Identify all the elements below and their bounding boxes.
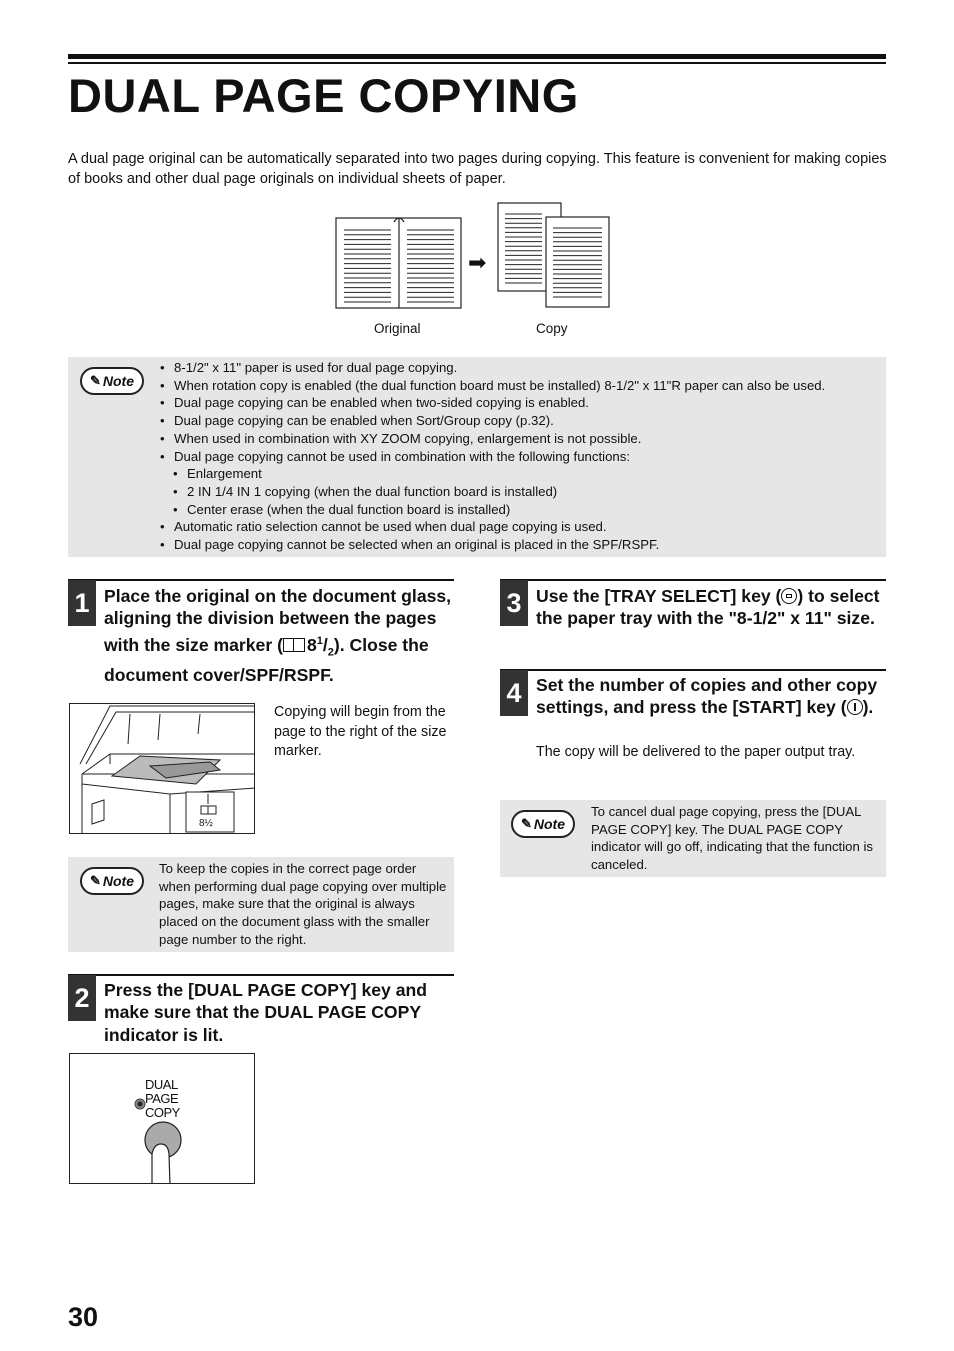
list-item: • Dual page copying can be enabled when two-sided copying is enabled. xyxy=(160,394,886,412)
note-left-text: To keep the copies in the correct page order when performing dual page copying over multiple pages, make sure that the original is always placed on the document glass with the smaller page number to the right. xyxy=(159,861,447,947)
document-glass-illustration xyxy=(69,703,255,834)
step-1-number: 1 xyxy=(68,580,96,626)
step-4-number: 4 xyxy=(500,670,528,716)
svg-text:PAGE: PAGE xyxy=(145,1091,179,1106)
list-subitem: • Enlargement xyxy=(160,465,886,483)
step-3-rule xyxy=(500,579,886,581)
copy-label: Copy xyxy=(536,321,568,336)
list-item: • When used in combination with XY ZOOM copying, enlargement is not possible. xyxy=(160,430,886,448)
list-item: • 8-1/2" x 11" paper is used for dual page copying. xyxy=(160,359,886,377)
note-badge-top: ✎ Note xyxy=(80,367,144,395)
note-badge-right: ✎ Note xyxy=(511,810,575,838)
step-2-number: 2 xyxy=(68,975,96,1021)
list-item: • Dual page copying can be enabled when Sort/Group copy (p.32). xyxy=(160,412,886,430)
pencil-note-icon: ✎ xyxy=(89,373,101,388)
step-4-body: The copy will be delivered to the paper output tray. xyxy=(536,744,856,760)
header-rule-thin xyxy=(68,62,886,64)
page-number: 30 xyxy=(68,1302,99,1332)
tray-select-key-icon xyxy=(781,588,797,604)
header-rule-thick xyxy=(68,54,886,59)
dual-page-figure xyxy=(330,200,620,315)
step-2-rule xyxy=(68,974,454,976)
intro-paragraph: A dual page original can be automatically separated into two pages during copying. This feature is convenient for making copies of books and other dual page originals on individual sheets of paper. xyxy=(68,151,887,187)
book-size-marker-icon xyxy=(283,638,305,652)
step-4-instruction: Set the number of copies and other copy settings, and press the [START] key ( ). xyxy=(536,675,878,718)
svg-text:DUAL: DUAL xyxy=(145,1077,178,1092)
step-1-instruction: Place the original on the document glass, aligning the division between the pages with the size marker ( $8^1/_2$). Close the document cover/SPF/RSPF. xyxy=(104,586,452,685)
svg-text:COPY: COPY xyxy=(145,1105,180,1120)
step-1-rule xyxy=(68,579,454,581)
pencil-note-icon: ✎ xyxy=(520,816,532,831)
note-right-text: To cancel dual page copying, press the [DUAL PAGE COPY] key. The DUAL PAGE COPY indicator will go off, indicating that the function is canceled. xyxy=(591,804,873,873)
note-badge-left: ✎ Note xyxy=(80,867,144,895)
note-top-list xyxy=(160,359,886,554)
list-subitem: • 2 IN 1/4 IN 1 copying (when the dual function board is installed) xyxy=(160,483,886,501)
original-label: Original xyxy=(374,321,421,336)
step-4-rule xyxy=(500,669,886,671)
start-key-icon xyxy=(847,699,863,715)
right-arrow-icon: ➡ xyxy=(468,251,487,276)
step-1-body: Copying will begin from the page to the right of the size marker. xyxy=(274,704,447,760)
list-subitem: • Center erase (when the dual function board is installed) xyxy=(160,501,886,519)
list-item: • When rotation copy is enabled (the dual function board must be installed) 8-1/2" x 11"R paper can also be used. xyxy=(160,377,886,395)
pencil-note-icon: ✎ xyxy=(89,873,101,888)
list-item: • Dual page copying cannot be used in combination with the following functions: xyxy=(160,448,886,466)
step-2-instruction: Press the [DUAL PAGE COPY] key and make sure that the DUAL PAGE COPY indicator is lit. xyxy=(104,980,427,1045)
page-title: DUAL PAGE COPYING xyxy=(68,69,579,122)
list-item: • Dual page copying cannot be selected when an original is placed in the SPF/RSPF. xyxy=(160,536,886,554)
list-item: • Automatic ratio selection cannot be used when dual page copying is used. xyxy=(160,518,886,536)
dual-page-copy-key-illustration xyxy=(69,1053,255,1184)
illus-size-marker-label: 8½ xyxy=(199,818,213,829)
step-3-number: 3 xyxy=(500,580,528,626)
step-3-instruction: Use the [TRAY SELECT] key ( ) to select the paper tray with the "8-1/2" x 11" size. xyxy=(536,586,880,629)
